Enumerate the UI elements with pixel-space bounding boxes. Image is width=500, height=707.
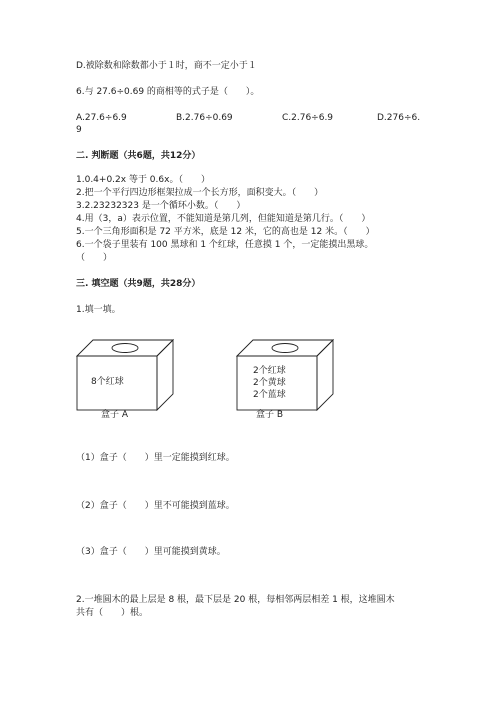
fill-q2-line2: 共有（ ）根。 xyxy=(76,608,149,618)
q6-option-d-wrap: 9 xyxy=(76,125,82,135)
judge-item-6: 6.一个袋子里装有 100 黑球和 1 个红球，任意摸 1 个，一定能摸出黑球。 xyxy=(76,240,374,250)
box-a-caption: 盒子 A xyxy=(101,410,129,420)
box-b-line-3: 2个蓝球 xyxy=(253,390,286,400)
q6-option-b: B.2.76÷0.69 xyxy=(176,113,233,123)
q6-option-d: D.276÷6. xyxy=(377,113,421,123)
q5-option-d: D.被除数和除数都小于１时，商不一定小于１ xyxy=(76,61,257,71)
fill-q1-stem: 1.填一填。 xyxy=(76,305,121,315)
section3-title: 三. 填空题（共9题，共28分） xyxy=(76,279,201,289)
judge-item-6-wrap: （ ） xyxy=(76,253,113,263)
section2-title: 二. 判断题（共6题，共12分） xyxy=(76,151,201,161)
q6-option-c: C.2.76÷6.9 xyxy=(282,113,334,123)
box-b-line-2: 2个黄球 xyxy=(253,378,286,388)
box-b-line-1: 2个红球 xyxy=(253,366,286,376)
judge-item-1: 1.0.4+0.2x 等于 0.6x。（ ） xyxy=(76,175,210,185)
q6-option-a: A.27.6÷6.9 xyxy=(76,113,127,123)
box-a-figure xyxy=(75,336,175,416)
fill-q2-line1: 2.一堆圆木的最上层是 8 根，最下层是 20 根，每相邻两层相差 1 根，这堆圆木 xyxy=(76,595,395,605)
box-a-content: 8个红球 xyxy=(91,377,124,387)
judge-item-4: 4.用（3，a）表示位置，不能知道是第几列，但能知道是第几行。（ ） xyxy=(76,214,371,224)
fill-q1-sub3: （3）盒子（ ）里可能摸到黄球。 xyxy=(76,547,226,557)
judge-item-3: 3.2.23232323 是一个循环小数。（ ） xyxy=(76,201,246,211)
q6-stem: 6.与 27.6÷0.69 的商相等的式子是（ ）。 xyxy=(76,87,260,97)
judge-item-2: 2.把一个平行四边形框架拉成一个长方形，面积变大。（ ） xyxy=(76,188,324,198)
box-b-caption: 盒子 B xyxy=(256,410,284,420)
fill-q1-sub2: （2）盒子（ ）里不可能摸到蓝球。 xyxy=(76,501,235,511)
fill-q1-sub1: （1）盒子（ ）里一定能摸到红球。 xyxy=(76,453,235,463)
judge-item-5: 5.一个三角形面积是 72 平方米，底是 12 米，它的高也是 12 米。（ ） xyxy=(76,227,375,237)
